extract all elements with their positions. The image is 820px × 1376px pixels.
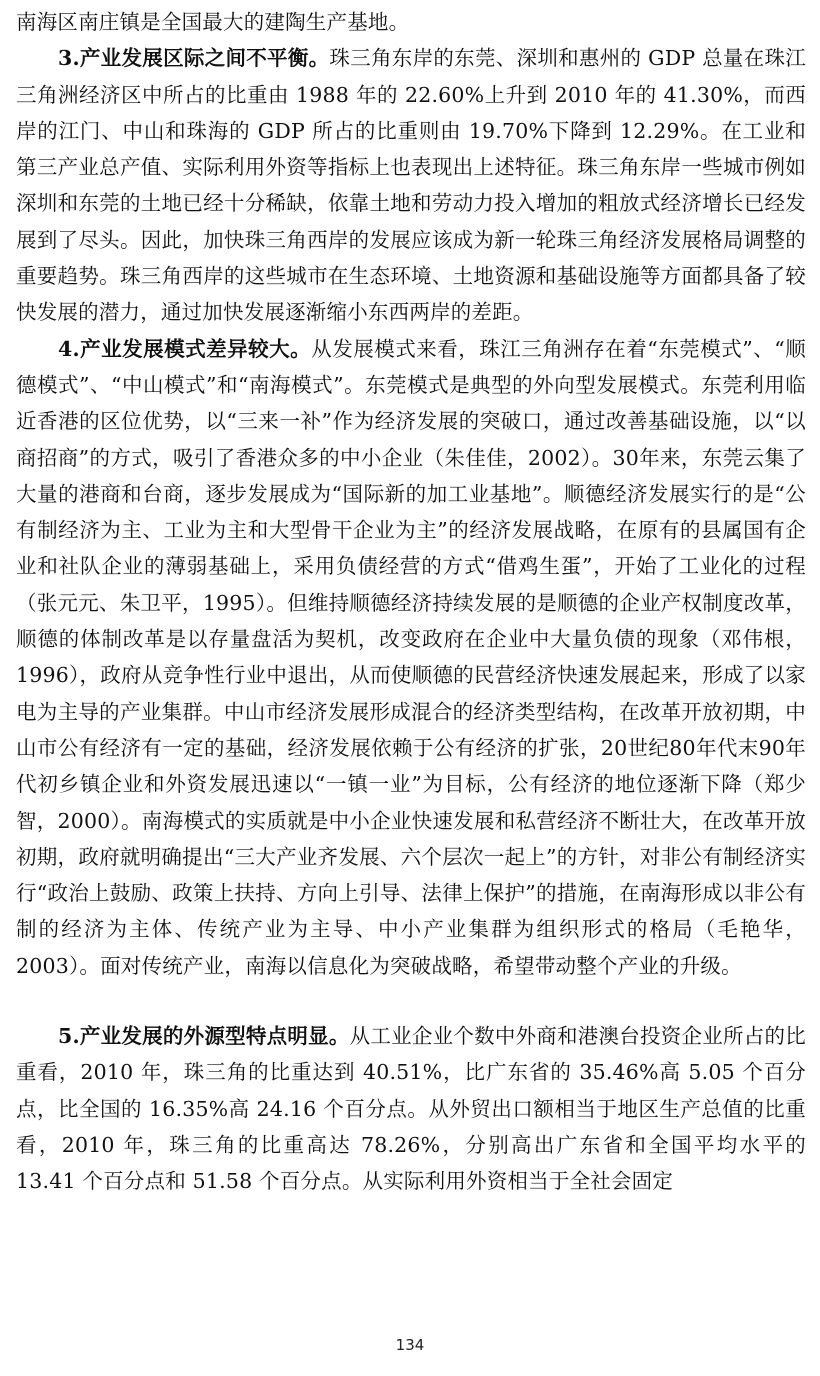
paragraph-section-5 [16,1018,806,1199]
paragraph-section-4 [16,331,806,984]
section-5-heading: 5.产业发展的外源型特点明显。 [58,1024,350,1049]
section-5-body: 从工业企业个数中外商和港澳台投资企业所占的比重看，2010 年，珠三角的比重达到 40.51%，比广东省的 35.46%高 5.05 个百分点，比全国的 16.35%高 24.16 个百分点。从外贸出口额相当于地区生产总值的比重看，2010 年，珠三角的比重高达 78.26%，分别高出广东省和全国平均水平的 13.41 个百分点和 51.58 个百分点。从实际利用外资相当于全社会固定 [16,1024,806,1194]
paragraph-section-3 [16,40,806,330]
section-4-body: 从发展模式来看，珠江三角洲存在着“东莞模式”、“顺德模式”、“中山模式”和“南海模式”。东莞模式是典型的外向型发展模式。东莞利用临近香港的区位优势，以“三来一补”作为经济发展的突破口，通过改善基础设施，以“以商招商”的方式，吸引了香港众多的中小企业（朱佳佳，2002）。30年来，东莞云集了大量的港商和台商，逐步发展成为“国际新的加工业基地”。顺德经济发展实行的是“公有制经济为主、工业为主和大型骨干企业为主”的经济发展战略，在原有的县属国有企业和社队企业的薄弱基础上，采用负债经营的方式“借鸡生蛋”，开始了工业化的过程（张元元、朱卫平，1995）。但维持顺德经济持续发展的是顺德的企业产权制度改革，顺德的体制改革是以存量盘活为契机，改变政府在企业中大量负债的现象（邓伟根，1996），政府从竞争性行业中退出，从而使顺德的民营经济快速发展起来，形成了以家电为主导的产业集群。中山市经济发展形成混合的经济类型结构，在改革开放初期，中山市公有经济有一定的基础，经济发展依赖于公有经济的扩张，20世纪80年代末90年代初乡镇企业和外资发展迅速以“一镇一业”为目标，公有经济的地位逐渐下降（郑少智，2000）。南海模式的实质就是中小企业快速发展和私营经济不断壮大，在改革开放初期，政府就明确提出“三大产业齐发展、六个层次一起上”的方针，对非公有制经济实行“政治上鼓励、政策上扶持、方向上引导、法律上保护”的措施，在南海形成以非公有制的经济为主体、传统产业为主导、中小产业集群为组织形式的格局（毛艳华，2003）。面对传统产业，南海以信息化为突破战略，希望带动整个产业的升级。 [16,336,806,978]
paragraph-intro-body: 南海区南庄镇是全国最大的建陶生产基地。 [16,10,410,34]
page-number: 134 [395,1336,425,1354]
section-4-heading: 4.产业发展模式差异较大。 [58,336,312,361]
section-3-heading: 3.产业发展区际之间不平衡。 [58,46,330,71]
section-3-body: 珠三角东岸的东莞、深圳和惠州的 GDP 总量在珠江三角洲经济区中所占的比重由 1988 年的 22.60%上升到 2010 年的 41.30%，而西岸的江门、中山和珠海的 GDP 所占的比重则由 19.70%下降到 12.29%。在工业和第三产业总产值、实际利用外资等指标上也表现出上述特征。珠三角东岸一些城市例如深圳和东莞的土地已经十分稀缺，依靠土地和劳动力投入增加的粗放式经济增长已经发展到了尽头。因此，加快珠三角西岸的发展应该成为新一轮珠三角经济发展格局调整的重要趋势。珠三角西岸的这些城市在生态环境、土地资源和基础设施等方面都具备了较快发展的潜力，通过加快发展逐渐缩小东西两岸的差距。 [16,46,807,325]
paragraph-gap [16,984,806,1018]
paragraph-intro [16,4,806,40]
